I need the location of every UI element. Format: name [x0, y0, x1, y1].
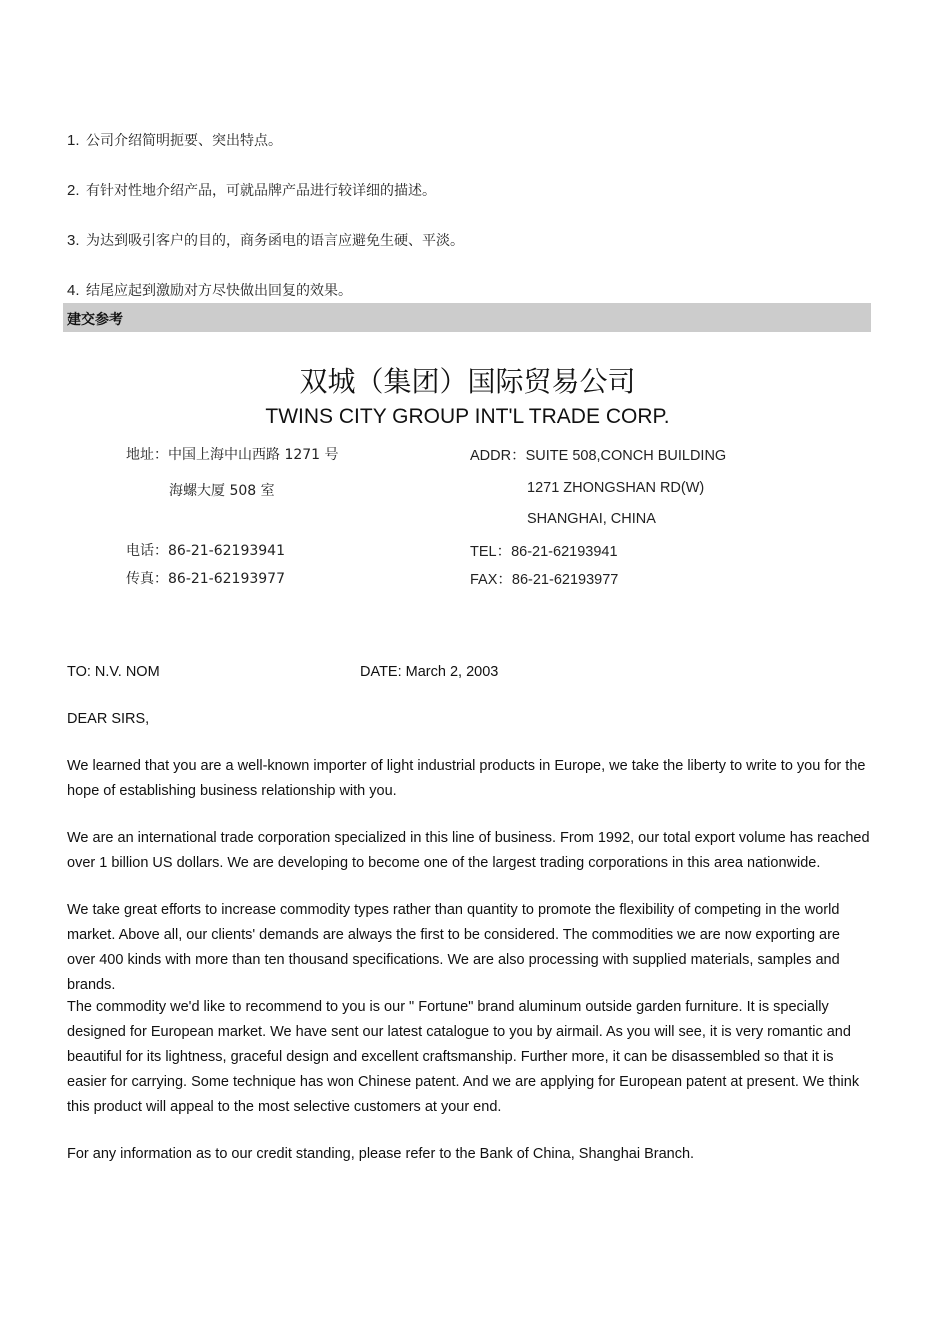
address-en-line-2: 1271 ZHONGSHAN RD(W) [527, 480, 705, 496]
tip-item-1 [67, 130, 282, 150]
tip-number: 4. [67, 282, 80, 299]
recipient: TO: N.V. NOM [67, 664, 160, 680]
tip-item-4 [67, 280, 352, 300]
tip-item-2 [67, 180, 436, 200]
letter-paragraph-1: We learned that you are a well-known importer of light industrial products in Europe, we take the liberty to write to you for the hope of establishing business relationship with you. [67, 758, 866, 799]
address-en-line-1: ADDR：SUITE 508,CONCH BUILDING [470, 448, 727, 464]
phone-cn: 电话：86-21-62193941 [126, 543, 285, 559]
fax-cn: 传真：86-21-62193977 [126, 571, 285, 587]
fax-en: FAX：86-21-62193977 [470, 572, 619, 588]
tip-text: 公司介绍简明扼要、突出特点。 [85, 133, 282, 149]
address-en-line-3: SHANGHAI, CHINA [527, 511, 656, 527]
letter-paragraph-3: We take great efforts to increase commodity types rather than quantity to promote the flexibility of competing in the world market. Above all, our clients' demands are always the first to be considered. The commodities we are now exporting are over 400 kinds with more than ten thousand specifications. We are also processing with supplied materials, samples and brands. [67, 902, 840, 993]
section-title: 建交参考 [67, 312, 123, 328]
tip-text: 结尾应起到激励对方尽快做出回复的效果。 [85, 283, 352, 299]
tip-text: 为达到吸引客户的目的，商务函电的语言应避免生硬、平淡。 [85, 233, 464, 249]
company-name-cn: 双城（集团）国际贸易公司 [299, 365, 636, 398]
address-cn-line-1: 地址：中国上海中山西路 1271 号 [126, 447, 339, 463]
phone-en: TEL：86-21-62193941 [470, 544, 618, 560]
letter-paragraph-5: For any information as to our credit standing, please refer to the Bank of China, Shanghai Branch. [67, 1146, 695, 1162]
address-cn-line-2: 海螺大厦 508 室 [169, 483, 275, 499]
tip-number: 2. [67, 182, 80, 199]
tip-item-3 [67, 230, 464, 250]
section-header-bar [63, 303, 871, 332]
letter-date: DATE: March 2, 2003 [360, 664, 499, 680]
letter-paragraph-4: The commodity we'd like to recommend to you is our " Fortune" brand aluminum outside garden furniture. It is specially designed for European market. We have sent our latest catalogue to you by airmail. As you will see, it is very romantic and beautiful for its lightness, graceful design and excellent craftsmanship. Further more, it can be disassembled so that it is easier for carrying. Some technique has won Chinese patent. And we are applying for European patent at present. We think this product will appeal to the most selective customers at your end. [67, 999, 860, 1115]
tip-text: 有针对性地介绍产品，可就品牌产品进行较详细的描述。 [85, 183, 436, 199]
letter-paragraph-2: We are an international trade corporation specialized in this line of business. From 1992, our total export volume has reached over 1 billion US dollars. We are developing to become one of the largest trading corporations in this area nationwide. [67, 830, 870, 871]
tip-number: 3. [67, 232, 80, 249]
salutation: DEAR SIRS, [67, 711, 150, 727]
company-name-en: TWINS CITY GROUP INT'L TRADE CORP. [265, 405, 670, 428]
tip-number: 1. [67, 132, 80, 149]
